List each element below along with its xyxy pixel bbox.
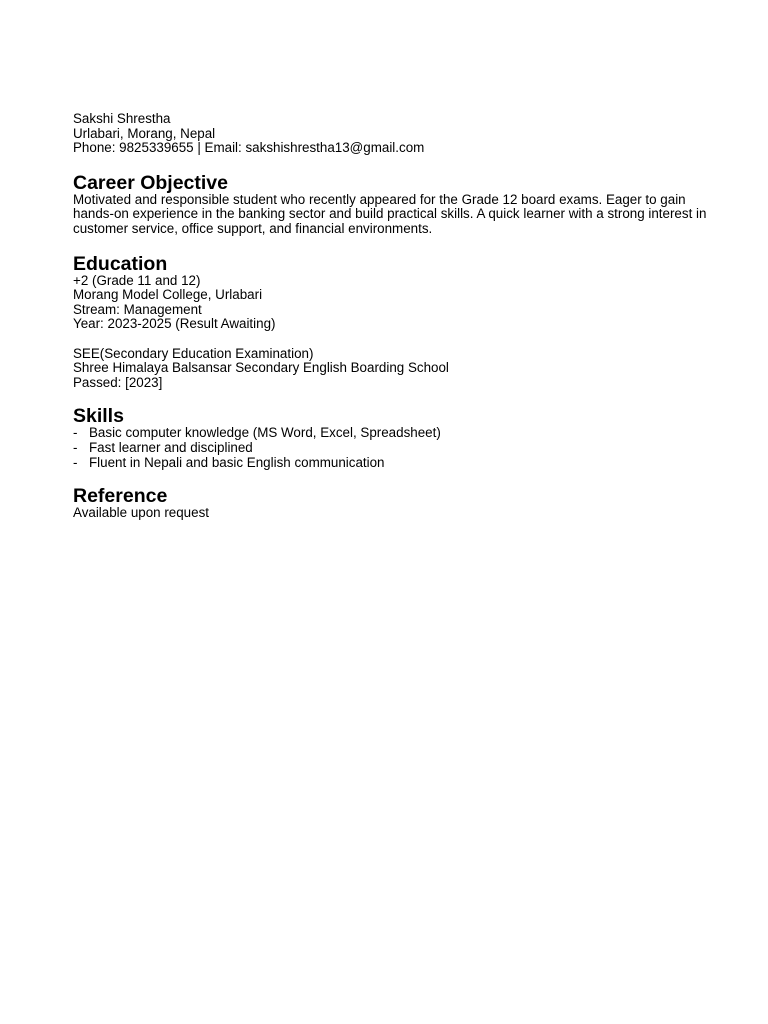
bullet-dash: - [73, 439, 78, 455]
education-entry [73, 274, 713, 332]
skill-text: Basic computer knowledge (MS Word, Excel, Spreadsheet) [89, 425, 441, 441]
education-stream: Stream: Management [73, 301, 202, 317]
resume-page [73, 112, 713, 521]
career-objective-heading: Career Objective [73, 171, 229, 194]
education-spacer [73, 332, 713, 347]
applicant-address: Urlabari, Morang, Nepal [73, 125, 216, 141]
skill-item [73, 441, 713, 456]
bullet-dash: - [73, 454, 78, 470]
contact-block [73, 112, 713, 156]
education-entry [73, 347, 713, 391]
skill-text: Fluent in Nepali and basic English communication [89, 454, 385, 470]
education-institution: Morang Model College, Urlabari [73, 287, 263, 303]
education-heading: Education [73, 252, 168, 275]
career-objective-text: Motivated and responsible student who recently appeared for the Grade 12 board exams. Eager to gain hands-on experience in the banking sector and build practical skills. A quick learner with a strong interest in customer service, office support, and financial environments. [73, 191, 707, 236]
bullet-dash: - [73, 425, 78, 441]
reference-heading: Reference [73, 485, 168, 508]
reference-text: Available upon request [73, 505, 209, 521]
skill-item [73, 426, 713, 441]
skill-text: Fast learner and disciplined [89, 439, 253, 455]
skills-list [73, 426, 713, 470]
education-level: +2 (Grade 11 and 12) [73, 272, 201, 288]
skill-item [73, 456, 713, 471]
applicant-phone-email: Phone: 9825339655 | Email: sakshishrestha13@gmail.com [73, 140, 425, 156]
education-institution: Shree Himalaya Balsansar Secondary English Boarding School [73, 360, 449, 376]
education-level: SEE(Secondary Education Examination) [73, 345, 314, 361]
education-year: Passed: [2023] [73, 374, 163, 390]
skills-heading: Skills [73, 405, 124, 428]
education-year: Year: 2023-2025 (Result Awaiting) [73, 316, 276, 332]
applicant-name: Sakshi Shrestha [73, 111, 171, 126]
